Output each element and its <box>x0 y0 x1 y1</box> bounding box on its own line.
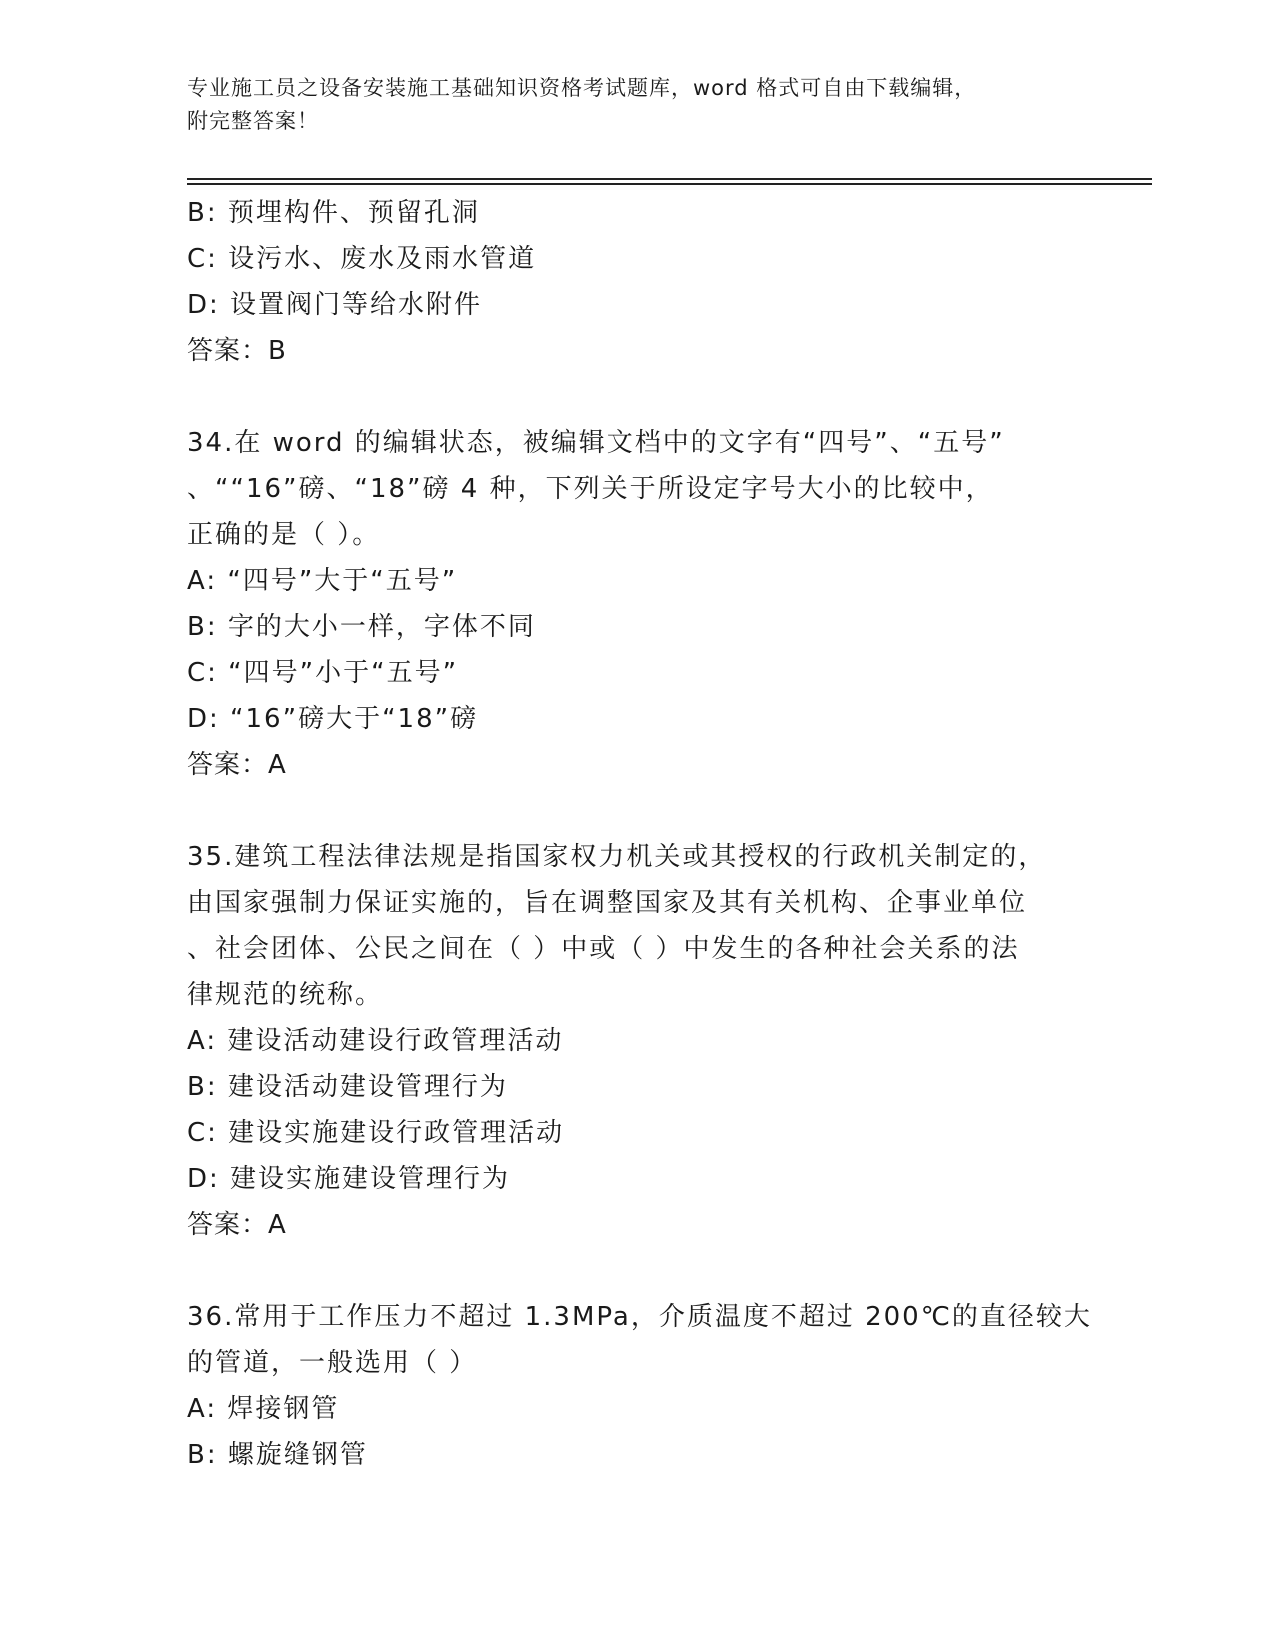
answer-line: 答案：A <box>187 1210 287 1240</box>
question-text <box>187 420 1087 558</box>
option-d: D: “16”磅大于“18”磅 <box>187 704 479 734</box>
answer-line: 答案：A <box>187 750 287 780</box>
question-line: 的管道，一般选用（ ） <box>187 1348 478 1378</box>
question-35 <box>187 834 1087 1248</box>
option-a: A: “四号”大于“五号” <box>187 566 458 596</box>
question-36 <box>187 1294 1092 1478</box>
option-b: B: 螺旋缝钢管 <box>187 1440 368 1470</box>
question-text <box>187 834 1087 1018</box>
answer-line: 答案：B <box>187 336 287 366</box>
header-divider-bottom <box>187 183 1152 185</box>
option-c: C: 建设实施建设行政管理活动 <box>187 1118 565 1148</box>
question-text <box>187 1294 1092 1386</box>
option-b: B: 预埋构件、预留孔洞 <box>187 198 480 228</box>
question-line: 正确的是（ ）。 <box>187 520 381 550</box>
question-line: 律规范的统称。 <box>187 980 384 1010</box>
document-body <box>187 190 1092 1478</box>
document-header <box>187 72 1087 138</box>
option-a: A: 焊接钢管 <box>187 1394 340 1424</box>
question-line: 、社会团体、公民之间在（ ）中或（ ）中发生的各种社会关系的法 <box>187 934 1020 964</box>
option-d: D: 建设实施建设管理行为 <box>187 1164 511 1194</box>
question-line: 由国家强制力保证实施的，旨在调整国家及其有关机构、企事业单位 <box>187 888 1028 918</box>
header-line-2: 附完整答案！ <box>187 109 319 133</box>
header-divider-top <box>187 178 1152 180</box>
option-b: B: 字的大小一样，字体不同 <box>187 612 536 642</box>
question-line: 35.建筑工程法律法规是指国家权力机关或其授权的行政机关制定的， <box>187 842 1047 872</box>
option-c: C: “四号”小于“五号” <box>187 658 459 688</box>
question-line: 36.常用于工作压力不超过 1.3MPa，介质温度不超过 200℃的直径较大 <box>187 1302 1092 1332</box>
option-b: B: 建设活动建设管理行为 <box>187 1072 508 1102</box>
option-d: D: 设置阀门等给水附件 <box>187 290 483 320</box>
question-34 <box>187 420 1087 788</box>
header-line-1: 专业施工员之设备安装施工基础知识资格考试题库，word 格式可自由下载编辑， <box>187 76 977 100</box>
question-line: 34.在 word 的编辑状态，被编辑文档中的文字有“四号”、“五号” <box>187 428 1005 458</box>
option-c: C: 设污水、废水及雨水管道 <box>187 244 537 274</box>
option-a: A: 建设活动建设行政管理活动 <box>187 1026 564 1056</box>
question-line: 、““16”磅、“18”磅 4 种，下列关于所设定字号大小的比较中， <box>187 474 994 504</box>
